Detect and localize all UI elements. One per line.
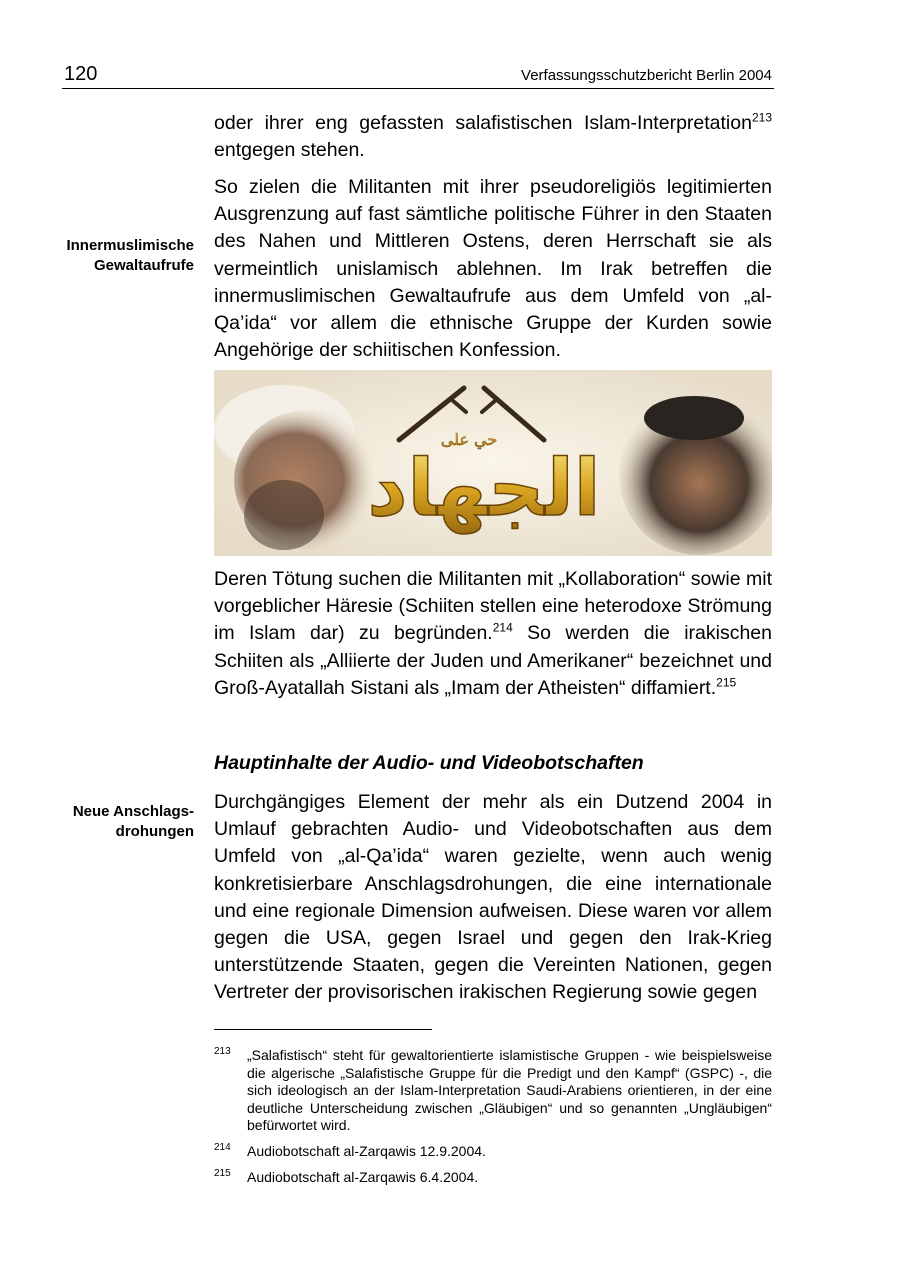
footnote-number: 213 [214,1046,231,1057]
margin-note-gewaltaufrufe [34,236,194,276]
footnote-text: „Salafistisch“ steht für gewaltorientierte islamistische Gruppen - wie beispielsweise die algerische „Salafistische Gruppe für die Predigt und den Kampf“ (GSPC) -, die sich ideologisch an der Islam-Interpretation Saudi-Arabiens orientieren, in der eine deutliche Unterscheidung zwischen „Gläubigen“ und so genannten „Ungläubigen“ befürwortet wird. [247,1047,772,1134]
running-title: Verfassungsschutzbericht Berlin 2004 [521,67,772,84]
page-number: 120 [64,63,98,85]
footnote-text: Audiobotschaft al-Zarqawis 12.9.2004. [247,1143,486,1159]
footnote-ref-214: 214 [492,620,513,635]
footnote-number: 215 [214,1168,231,1179]
paragraph-text: Deren Tötung suchen die Militanten mit „Kollaboration“ sowie mit vorgeblicher Häresie (Schiiten stellen eine heterodoxe Strömung im Islam dar) zu begründen. [214,568,772,645]
paragraph-text: entgegen stehen. [214,139,365,162]
footnote-rule [214,1029,432,1030]
paragraph-text: oder ihrer eng gefassten salafistischen Islam-Interpretation [214,112,752,134]
margin-note-line: Gewaltaufrufe [93,257,194,274]
section-subheading: Hauptinhalte der Audio- und Videobotschaften [214,752,644,774]
margin-note-line: Innermuslimische [66,237,194,254]
header-rule [62,88,774,89]
paragraph-2: So zielen die Militanten mit ihrer pseudoreligiös legitimierten Ausgrenzung auf fast sämtliche politische Führer in den Staaten des Nahen und Mittleren Ostens, deren Herrschaft sie als vermeintlich unislamisch ablehnen. Im Irak betreffen die innermuslimischen Gewaltaufrufe aus dem Umfeld von „al-Qa’ida“ vor allem die ethnische Gruppe der Kurden sowie Angehörige der schiitischen Konfession. [214,176,772,362]
calligraphy-small: حي على [440,430,498,449]
calligraphy-jihad: الجهاد [367,444,601,534]
right-portrait [619,395,772,555]
paragraph-text: So werden die irakischen Schiiten als „Alliierte der Juden und Amerikaner“ bezeichnet und Groß-Ayatallah Sistani als „Imam der Atheisten“ diffamiert. [214,622,772,699]
margin-note-anschlagsdrohungen [34,802,194,842]
margin-note-line: Neue Anschlags- [72,803,194,820]
paragraph-4: Durchgängiges Element der mehr als ein Dutzend 2004 in Umlauf gebrachten Audio- und Videobotschaften aus dem Umfeld von „al-Qa’ida“ waren gezielte, wenn auch wenig konkretisierbare Anschlagsdrohungen, die eine internationale und eine regionale Dimension aufweisen. Diese waren vor allem gegen die USA, gegen Israel und gegen den Irak-Krieg unterstützende Staaten, gegen die Vereinten Nationen, gegen Vertreter der provisorischen irakischen Regierung sowie gegen [214,791,772,1004]
paragraph-3 [214,566,772,702]
jihad-propaganda-image [214,370,772,556]
propaganda-illustration [214,370,772,556]
footnote-number: 214 [214,1142,231,1153]
footnote-ref-215: 215 [716,675,737,690]
paragraph-1 [214,110,772,164]
margin-note-line: drohungen [115,823,194,840]
footnote-ref-213: 213 [751,110,772,125]
footnote-text: Audiobotschaft al-Zarqawis 6.4.2004. [247,1169,479,1185]
